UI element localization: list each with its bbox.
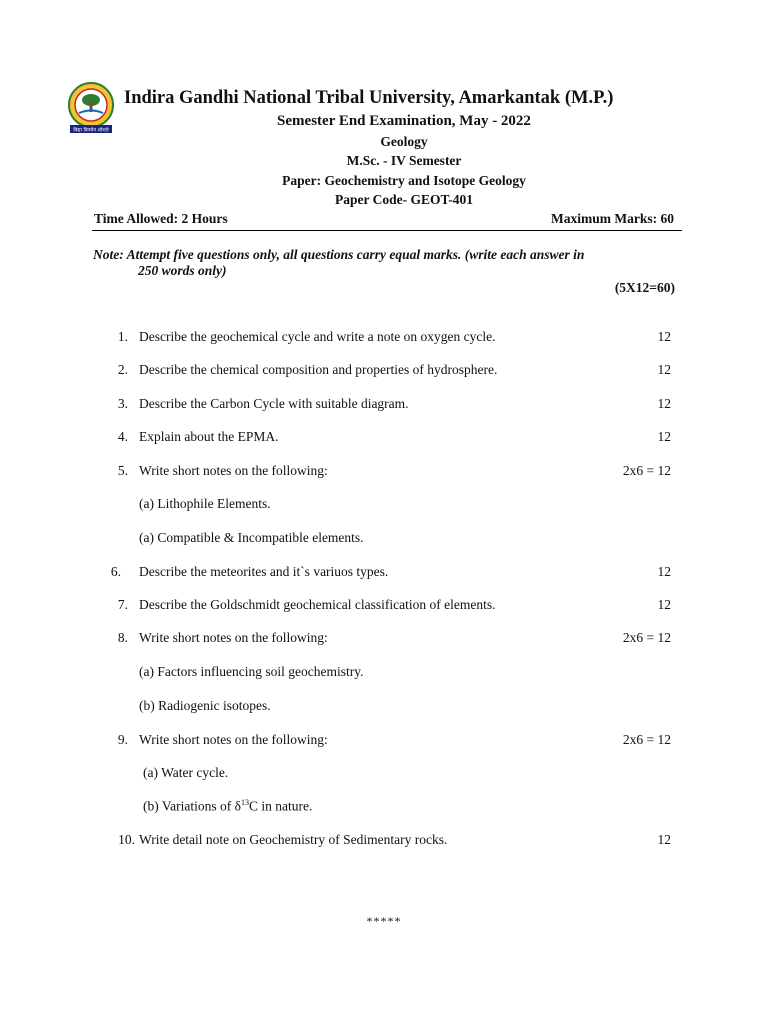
note-line1: Note: Attempt five questions only, all questions carry equal marks. (write each answer in: [93, 247, 585, 262]
question-number: 10.: [118, 832, 135, 847]
sub-prefix: (b) Variations of δ: [143, 798, 241, 814]
paper-name: Paper: Geochemistry and Isotope Geology: [282, 173, 526, 188]
question-text: Write short notes on the following:: [139, 463, 328, 478]
sub-question: (a) Lithophile Elements.: [139, 496, 271, 511]
subject: Geology: [380, 134, 428, 149]
question-text: Describe the geochemical cycle and write a note on oxygen cycle.: [139, 329, 496, 344]
divider: [92, 230, 682, 231]
sub-question: (a) Factors influencing soil geochemistry.: [139, 664, 364, 679]
isotope-superscript: 13: [240, 798, 249, 807]
question-number: 8.: [117, 630, 128, 645]
question-text: Write short notes on the following:: [139, 630, 328, 645]
question-number: 1.: [117, 329, 128, 344]
paper-code: Paper Code- GEOT-401: [334, 192, 473, 207]
sub-question: (a) Water cycle.: [143, 765, 229, 780]
question-text: Describe the Goldschmidt geochemical classification of elements.: [139, 597, 496, 612]
end-marker: *****: [366, 914, 402, 928]
university-title: Indira Gandhi National Tribal University, Amarkantak (M.P.): [124, 88, 614, 108]
marks-scheme: (5X12=60): [614, 280, 675, 295]
question-marks: 12: [657, 597, 671, 612]
question-number: 3.: [117, 396, 128, 411]
question-text: Explain about the EPMA.: [139, 429, 279, 444]
question-marks: 12: [657, 362, 671, 377]
semester: M.Sc. - IV Semester: [346, 153, 462, 168]
question-marks: 12: [657, 329, 671, 344]
question-text: Describe the chemical composition and properties of hydrosphere.: [139, 362, 498, 377]
question-marks: 12: [657, 832, 671, 847]
sub-suffix: C in nature.: [248, 798, 313, 814]
question-number: 9.: [117, 732, 128, 747]
question-marks: 2x6 = 12: [622, 630, 671, 645]
question-number: 2.: [117, 362, 128, 377]
sub-question-isotope: [143, 798, 312, 815]
note-line2: 250 words only): [138, 263, 227, 278]
question-text: Write short notes on the following:: [139, 732, 328, 747]
question-text: Describe the meteorites and it`s variuos types.: [139, 564, 389, 579]
question-marks: 12: [657, 396, 671, 411]
question-marks: 2x6 = 12: [622, 463, 671, 478]
sub-question: (a) Compatible & Incompatible elements.: [139, 530, 364, 545]
logo-motto: विद्या विनयेन शोभते: [73, 127, 109, 134]
question-text: Write detail note on Geochemistry of Sedimentary rocks.: [139, 832, 448, 847]
question-number: 5.: [117, 463, 128, 478]
maximum-marks: Maximum Marks: 60: [551, 211, 674, 226]
question-text: Describe the Carbon Cycle with suitable diagram.: [139, 396, 409, 411]
exam-title: Semester End Examination, May - 2022: [277, 113, 531, 129]
question-marks: 12: [657, 564, 671, 579]
time-allowed: Time Allowed: 2 Hours: [94, 211, 228, 226]
question-number: 6.: [110, 564, 121, 579]
question-marks: 12: [657, 429, 671, 444]
question-number: 7.: [117, 597, 128, 612]
question-number: 4.: [117, 429, 128, 444]
question-marks: 2x6 = 12: [622, 732, 671, 747]
sub-question: (b) Radiogenic isotopes.: [139, 698, 271, 713]
